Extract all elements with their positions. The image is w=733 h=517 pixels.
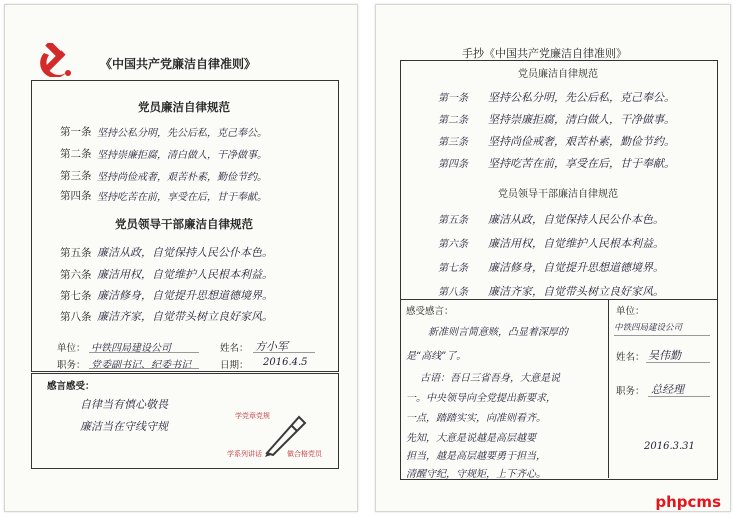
left-article-3-label: 第三条 bbox=[60, 170, 92, 182]
left-name-line bbox=[253, 352, 315, 353]
left-feeling-line-2: 廉洁当在守线守规 bbox=[80, 420, 168, 433]
right-article-7-text: 廉洁修身，自觉提升思想道德境界。 bbox=[488, 261, 664, 274]
right-article-5-text: 廉洁从政，自觉保持人民公仆本色。 bbox=[488, 213, 664, 226]
left-unit-value: 中铁四局建设公司 bbox=[91, 343, 171, 354]
left-role-value: 党委副书记、纪委书记 bbox=[91, 360, 191, 371]
left-unit-line bbox=[89, 352, 199, 353]
left-article-3-text: 坚持尚俭戒奢，艰苦朴素，勤俭节约。 bbox=[97, 172, 267, 183]
left-feeling-line-1: 自律当有慎心敬畏 bbox=[80, 398, 168, 411]
right-feeling-line-8: 清醒守纪，守规矩，上下齐心。 bbox=[406, 469, 546, 480]
site-watermark: phpcms bbox=[655, 493, 721, 511]
left-article-6-text: 廉洁用权，自觉维护人民根本利益。 bbox=[97, 268, 273, 281]
right-date-value: 2016.3.31 bbox=[644, 441, 695, 452]
right-feeling-line-1: 新准则言简意赅，凸显着深厚的 bbox=[428, 327, 568, 338]
right-column-divider bbox=[608, 299, 609, 478]
left-article-5-text: 廉洁从政，自觉保持人民公仆本色。 bbox=[97, 246, 273, 259]
right-role-line bbox=[648, 396, 710, 397]
right-article-8-label: 第八条 bbox=[438, 287, 468, 298]
left-role-label: 职务： bbox=[57, 360, 86, 371]
right-article-5-label: 第五条 bbox=[438, 215, 468, 226]
left-name-value: 方小军 bbox=[255, 340, 288, 353]
right-section2-title: 党员领导干部廉洁自律规范 bbox=[498, 189, 618, 200]
left-article-4-label: 第四条 bbox=[60, 190, 92, 202]
right-article-3-label: 第三条 bbox=[438, 137, 468, 148]
right-section1-title: 党员廉洁自律规范 bbox=[518, 69, 598, 80]
right-role-label: 职务： bbox=[616, 386, 645, 397]
left-title: 《中国共产党廉洁自律准则》 bbox=[100, 57, 257, 71]
stamp-line-2: 学系列讲话 bbox=[227, 450, 262, 458]
left-role-line bbox=[89, 368, 199, 369]
left-date-value: 2016.4.5 bbox=[263, 357, 308, 368]
right-title: 手抄《中国共产党廉洁自律准则》 bbox=[462, 47, 627, 60]
right-feeling-line-4: 一。中央领导向全党提出新要求， bbox=[406, 393, 556, 404]
right-article-4-label: 第四条 bbox=[438, 159, 468, 170]
right-article-1-text: 坚持公私分明，先公后私，克己奉公。 bbox=[488, 91, 675, 104]
right-article-4-text: 坚持吃苦在前，享受在后，甘于奉献。 bbox=[488, 157, 675, 170]
left-section1-title: 党员廉洁自律规范 bbox=[138, 100, 230, 114]
right-name-label: 姓名： bbox=[616, 352, 645, 363]
left-article-2-label: 第二条 bbox=[60, 148, 92, 160]
right-unit-line bbox=[614, 335, 710, 336]
right-name-value: 吴伟勤 bbox=[648, 349, 681, 362]
right-form-sheet bbox=[375, 4, 731, 512]
left-article-1-label: 第一条 bbox=[60, 126, 92, 138]
left-name-label: 姓名： bbox=[220, 343, 249, 354]
left-article-7-text: 廉洁修身，自觉提升思想道德境界。 bbox=[97, 289, 273, 302]
right-article-2-text: 坚持崇廉拒腐，清白做人，干净做事。 bbox=[488, 113, 675, 126]
right-feeling-line-6: 先知，大意是说越是高层越要 bbox=[406, 433, 536, 444]
right-feeling-label: 感受感言： bbox=[406, 306, 454, 317]
stamp-line-1: 学党章党规 bbox=[235, 412, 270, 420]
left-article-7-label: 第七条 bbox=[60, 290, 92, 302]
left-article-4-text: 坚持吃苦在前，享受在后，甘于奉献。 bbox=[97, 192, 267, 203]
right-feeling-line-3: 古语：吾日三省吾身，大意是说 bbox=[420, 373, 560, 384]
right-article-6-text: 廉洁用权，自觉维护人民根本利益。 bbox=[488, 237, 664, 250]
stamp-line-3: 做合格党员 bbox=[287, 450, 322, 458]
right-name-line bbox=[646, 362, 710, 363]
right-feeling-line-7: 担当，越是高层越要勇于担当， bbox=[406, 451, 546, 462]
left-form-sheet bbox=[4, 4, 358, 512]
left-unit-label: 单位： bbox=[57, 343, 86, 354]
right-unit-label: 单位： bbox=[616, 306, 645, 317]
right-bottom-divider bbox=[400, 299, 717, 300]
right-article-3-text: 坚持尚俭戒奢，艰苦朴素，勤俭节约。 bbox=[488, 135, 675, 148]
hammer-sickle-icon bbox=[38, 43, 74, 77]
left-feeling-label: 感言感受： bbox=[47, 381, 95, 392]
right-feeling-line-2: 是“高线”了。 bbox=[406, 351, 467, 362]
left-article-1-text: 坚持公私分明，先公后私，克己奉公。 bbox=[97, 128, 267, 139]
party-slogan-stamp bbox=[213, 401, 331, 465]
left-article-6-label: 第六条 bbox=[60, 269, 92, 281]
left-section2-title: 党员领导干部廉洁自律规范 bbox=[115, 217, 253, 231]
right-feeling-line-5: 一点，踏踏实实，向准则看齐。 bbox=[406, 413, 546, 424]
right-role-value: 总经理 bbox=[651, 383, 684, 396]
right-article-8-text: 廉洁齐家，自觉带头树立良好家风。 bbox=[488, 285, 664, 298]
right-article-6-label: 第六条 bbox=[438, 239, 468, 250]
right-unit-value: 中铁四局建设公司 bbox=[614, 323, 683, 333]
right-article-1-label: 第一条 bbox=[438, 93, 468, 104]
left-article-8-text: 廉洁齐家，自觉带头树立良好家风。 bbox=[97, 310, 273, 323]
right-article-2-label: 第二条 bbox=[438, 115, 468, 126]
left-date-label: 日期： bbox=[220, 360, 249, 371]
right-article-7-label: 第七条 bbox=[438, 263, 468, 274]
left-article-2-text: 坚持崇廉拒腐，清白做人，干净做事。 bbox=[97, 150, 267, 161]
left-article-5-label: 第五条 bbox=[60, 247, 92, 259]
left-article-8-label: 第八条 bbox=[60, 311, 92, 323]
